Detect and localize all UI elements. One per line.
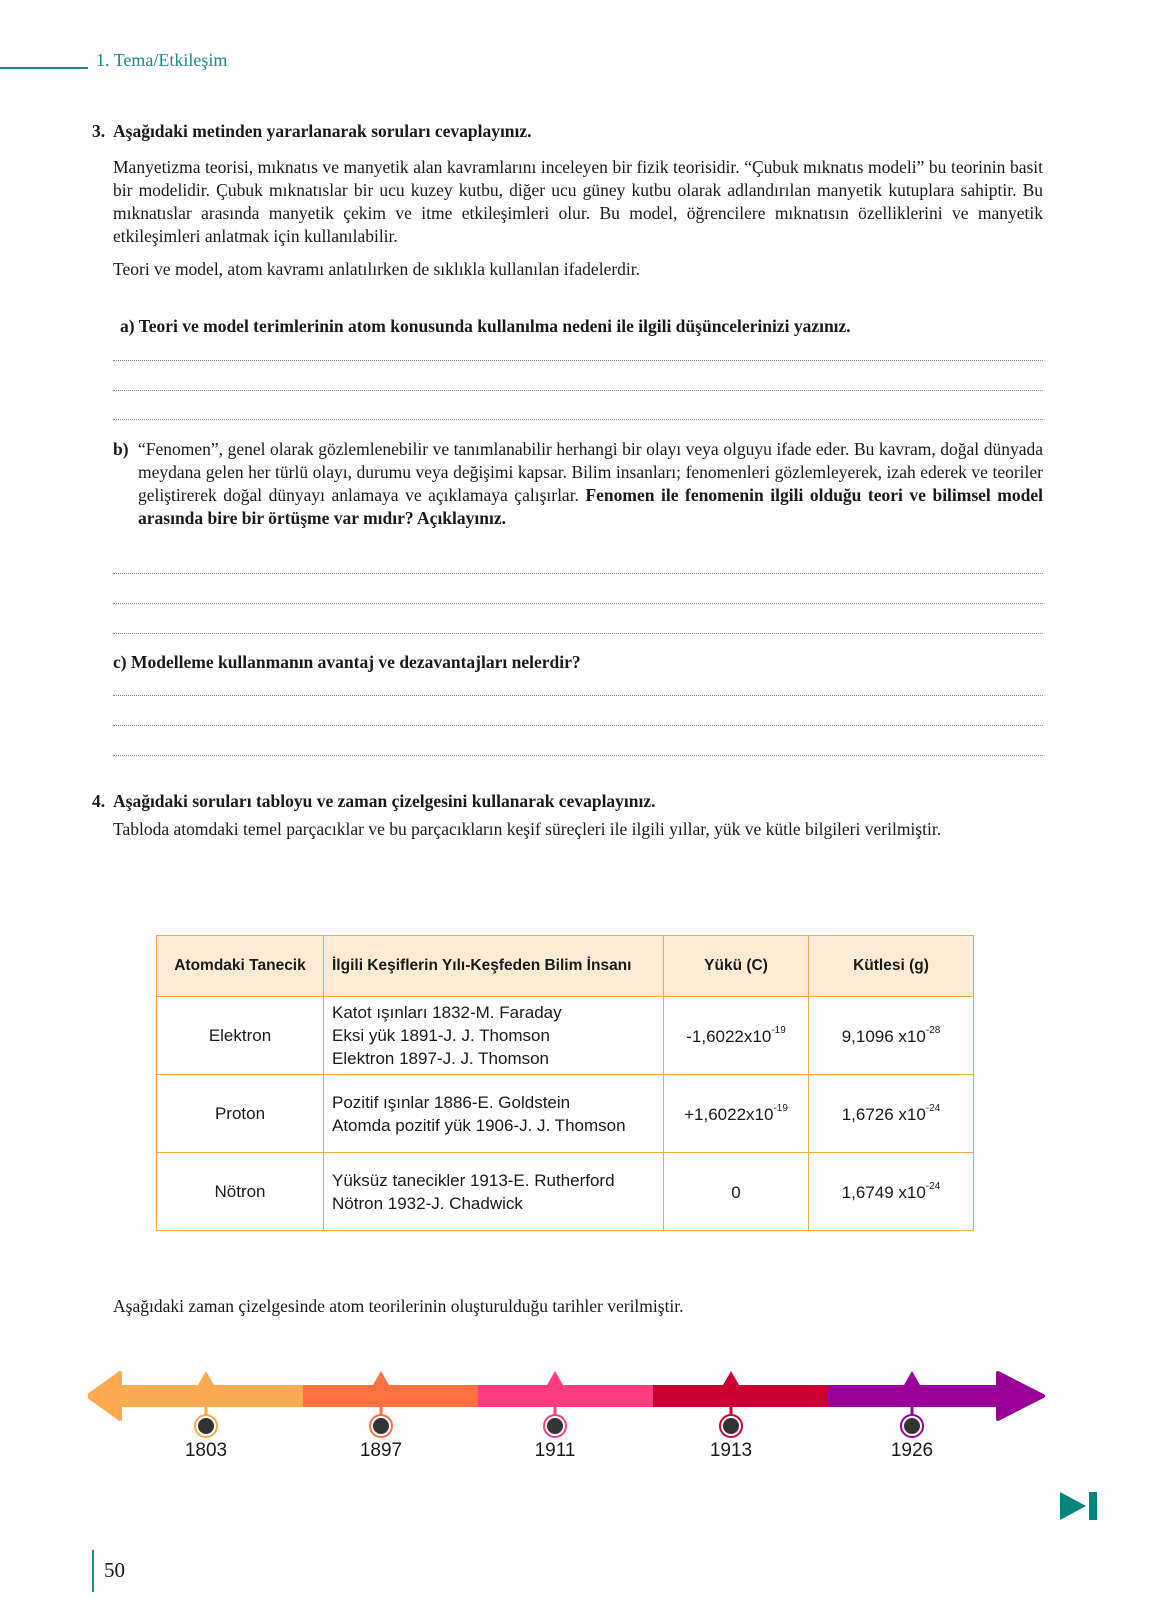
charge-exponent: -19	[771, 1024, 786, 1036]
chapter-title: 1. Tema/Etkileşim	[96, 50, 228, 70]
question-3a	[120, 315, 851, 338]
table-header-row	[157, 936, 974, 997]
charge-cell	[664, 997, 809, 1075]
particle-name: Nötron	[157, 1153, 324, 1231]
discovery-item: Pozitif ışınlar 1886-E. Goldstein	[332, 1092, 571, 1112]
question-3c-text: Modelleme kullanmanın avantaj ve dezavantajları nelerdir?	[130, 652, 581, 672]
timeline-tick-pointer	[373, 1371, 389, 1385]
question-3-paragraph-2: Teori ve model, atom kavramı anlatılırken de sıklıkla kullanılan ifadelerdir.	[113, 259, 641, 279]
charge-cell	[664, 1075, 809, 1153]
timeline-intro: Aşağıdaki zaman çizelgesinde atom teorilerinin oluşturulduğu tarihler verilmiştir.	[113, 1296, 684, 1316]
discovery-item: Yüksüz tanecikler 1913-E. Rutherford	[332, 1170, 615, 1190]
timeline-left-arrowhead	[88, 1373, 120, 1419]
discovery-item: Atomda pozitif yük 1906-J. J. Thomson	[332, 1115, 626, 1135]
question-3-paragraph-1: Manyetizma teorisi, mıknatıs ve manyetik alan kavramlarını inceleyen bir fizik teorisidir. “Çubuk mıknatıs modeli” bu teorinin basit bir modelidir. Çubuk mıknatıslar bir ucu kuzey kutbu, diğer ucu güney kutbu olarak adlandırılan manyetik kutuplara sahiptir. Bu mıknatıslar arasında manyetik çekim ve itme etkileşimleri olur. Bu model, öğrencilere mıknatısın özelliklerini ve manyetik etkileşimleri anlatmak için kullanılabilir.	[113, 157, 1043, 246]
discovery-item: Elektron 1897-J. J. Thomson	[332, 1049, 550, 1068]
mass-cell	[809, 1075, 974, 1153]
question-4-intro: Tabloda atomdaki temel parçacıklar ve bu parçacıkların keşif süreçleri ile ilgili yıllar, yük ve kütle bilgileri verilmiştir.	[113, 819, 942, 839]
charge-value: 0	[731, 1182, 741, 1202]
question-3b-question: Fenomen ile fenomenin ilgili olduğu teori ve bilimsel model arasında bire bir örtüşme var mıdır? Açıklayınız.	[138, 485, 1043, 528]
discoveries-cell	[324, 997, 664, 1075]
question-4-title: Aşağıdaki soruları tabloyu ve zaman çizelgesini kullanarak cevaplayınız.	[113, 791, 656, 811]
timeline-segment	[653, 1385, 829, 1407]
particles-table	[156, 935, 974, 1231]
charge-cell	[664, 1153, 809, 1231]
discoveries-cell	[324, 1075, 664, 1153]
answer-line[interactable]	[113, 390, 1043, 391]
mass-value: 9,1096 x10	[841, 1026, 926, 1046]
timeline-year-label: 1803	[184, 1440, 228, 1461]
column-header-particle: Atomdaki Tanecik	[157, 936, 324, 997]
answer-line[interactable]	[113, 419, 1043, 420]
answer-line[interactable]	[113, 633, 1043, 634]
discovery-item: Eksi yük 1891-J. J. Thomson	[332, 1026, 550, 1045]
charge-value: -1,6022x10	[686, 1026, 772, 1046]
skip-next-icon	[1060, 1490, 1100, 1522]
answer-line[interactable]	[113, 573, 1043, 574]
timeline-marker-dot	[904, 1418, 920, 1434]
page-number-rule	[92, 1550, 94, 1592]
mass-exponent: -24	[925, 1180, 941, 1192]
discovery-item: Katot ışınları 1832-M. Faraday	[332, 1003, 562, 1022]
question-3a-text: Teori ve model terimlerinin atom konusunda kullanılma nedeni ile ilgili düşüncelerinizi yazınız.	[138, 316, 851, 336]
table-row	[157, 1075, 974, 1153]
question-3b-label: b)	[113, 439, 129, 459]
timeline-tick-pointer	[904, 1371, 920, 1385]
discovery-item: Nötron 1932-J. Chadwick	[332, 1193, 523, 1213]
question-3b-text: “Fenomen”, genel olarak gözlemlenebilir ve tanımlanabilir herhangi bir olayı veya olguyu ifade eder. Bu kavram, doğal dünyada meydana gelen her türlü olayı, durumu veya değişimi kapsar. Bilim insanları; fenomenleri gözlemleyerek, izah ederek ve teoriler geliştirerek doğal dünyayı anlamaya ve açıklamaya çalışırlar.	[138, 439, 1043, 505]
question-3c	[113, 651, 581, 674]
charge-value: +1,6022x10	[684, 1104, 774, 1124]
timeline-tick-pointer	[547, 1371, 563, 1385]
mass-cell	[809, 997, 974, 1075]
timeline-year-label: 1897	[359, 1440, 403, 1461]
answer-line[interactable]	[113, 755, 1043, 756]
question-3c-label: c)	[113, 652, 127, 672]
timeline-segment	[118, 1385, 304, 1407]
timeline-right-arrowhead	[998, 1373, 1043, 1419]
table-row	[157, 1153, 974, 1231]
answer-line[interactable]	[113, 360, 1043, 361]
timeline-segment	[828, 1385, 1004, 1407]
page-number: 50	[104, 1558, 125, 1582]
particle-name: Elektron	[157, 997, 324, 1075]
column-header-mass: Kütlesi (g)	[809, 936, 974, 997]
discoveries-cell	[324, 1153, 664, 1231]
answer-line[interactable]	[113, 725, 1043, 726]
charge-exponent: -19	[773, 1102, 788, 1114]
timeline-year-label: 1911	[534, 1440, 576, 1461]
timeline-tick-pointer	[723, 1371, 739, 1385]
timeline-segment	[303, 1385, 479, 1407]
timeline-tick-pointer	[198, 1371, 214, 1385]
timeline-year-label: 1926	[890, 1440, 934, 1461]
timeline-year-label: 1913	[709, 1440, 753, 1461]
question-3a-label: a)	[120, 316, 135, 336]
timeline-segment	[478, 1385, 654, 1407]
question-3b-body	[138, 438, 1043, 530]
mass-exponent: -28	[925, 1024, 941, 1036]
mass-exponent: -24	[925, 1102, 941, 1114]
answer-line[interactable]	[113, 695, 1043, 696]
particle-name: Proton	[157, 1075, 324, 1153]
next-page-button[interactable]	[1060, 1490, 1100, 1522]
column-header-charge: Yükü (C)	[664, 936, 809, 997]
mass-cell	[809, 1153, 974, 1231]
timeline-marker-dot	[198, 1418, 214, 1434]
mass-value: 1,6726 x10	[841, 1104, 926, 1124]
timeline-marker-dot	[723, 1418, 739, 1434]
question-3-number: 3.	[92, 121, 106, 141]
timeline-marker-dot	[373, 1418, 389, 1434]
question-4-number: 4.	[92, 791, 106, 811]
header-rule	[0, 67, 88, 69]
mass-value: 1,6749 x10	[841, 1182, 926, 1202]
answer-line[interactable]	[113, 603, 1043, 604]
table-row	[157, 997, 974, 1075]
column-header-discoveries: İlgili Keşiflerin Yılı-Keşfeden Bilim İnsanı	[324, 936, 664, 997]
timeline-marker-dot	[547, 1418, 563, 1434]
question-3-title: Aşağıdaki metinden yararlanarak soruları cevaplayınız.	[113, 121, 532, 141]
